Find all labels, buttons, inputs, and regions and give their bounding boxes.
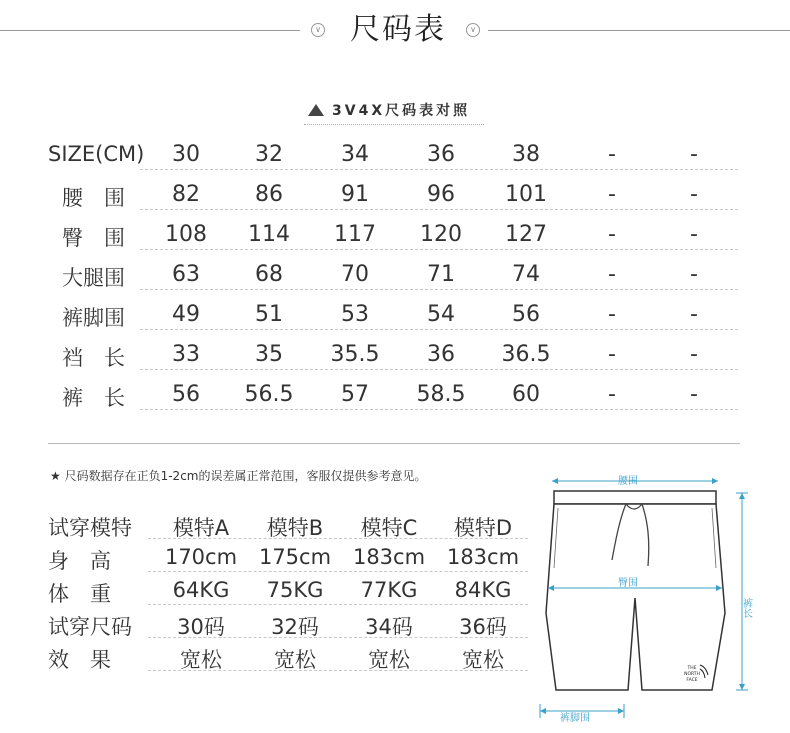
size-cell: - <box>608 182 616 207</box>
size-cell: 91 <box>341 182 369 207</box>
model-row-label: 体 重 <box>48 582 111 606</box>
size-cell: - <box>690 342 698 367</box>
size-cell: 117 <box>334 222 376 247</box>
size-cell: 114 <box>248 222 290 247</box>
size-cell: 35 <box>255 342 283 367</box>
size-cell: 36.5 <box>501 342 551 367</box>
model-cell: 183cm <box>352 545 426 569</box>
size-note <box>50 467 426 484</box>
row-dotted-line <box>140 329 738 330</box>
size-cell: 82 <box>172 182 200 207</box>
size-row-label: 大腿围 <box>62 266 125 290</box>
size-cell: 54 <box>427 302 455 327</box>
model-row-label: 效 果 <box>48 648 111 672</box>
model-cell: 64KG <box>172 578 230 602</box>
size-cell: 96 <box>427 182 455 207</box>
size-chart-subtitle <box>308 100 470 120</box>
size-cell: 101 <box>505 182 547 207</box>
row-dotted-line <box>140 369 738 370</box>
size-cell: 49 <box>172 302 200 327</box>
size-cell: 63 <box>172 262 200 287</box>
page-title: 尺码表 <box>350 12 446 47</box>
size-cell: 120 <box>420 222 462 247</box>
model-cell: 170cm <box>164 545 238 569</box>
row-dotted-line <box>140 289 738 290</box>
size-row-label: 裤脚围 <box>62 306 125 330</box>
size-cell: 36 <box>427 142 455 167</box>
size-table-row <box>48 298 738 336</box>
model-cell: 36码 <box>459 615 507 639</box>
model-table-row <box>48 510 528 544</box>
model-cell: 模特C <box>360 516 418 540</box>
chevron-down-icon: ∨ <box>311 23 325 37</box>
svg-text:FACE: FACE <box>686 678 698 683</box>
size-cell: 68 <box>255 262 283 287</box>
model-cell: 75KG <box>266 578 324 602</box>
size-cell: - <box>608 302 616 327</box>
svg-text:THE: THE <box>687 666 697 671</box>
size-cell: - <box>608 262 616 287</box>
row-dotted-line <box>148 670 528 671</box>
row-dotted-line <box>148 637 528 638</box>
model-cell: 宽松 <box>180 648 222 672</box>
shorts-measurement-diagram <box>530 468 770 726</box>
model-cell: 模特D <box>453 516 513 540</box>
size-table-row <box>48 178 738 216</box>
model-cell: 175cm <box>258 545 332 569</box>
size-cell: 71 <box>427 262 455 287</box>
size-cell: 56 <box>512 302 540 327</box>
row-dotted-line <box>140 209 738 210</box>
star-icon: ★ <box>50 469 61 483</box>
size-cell: 38 <box>512 142 540 167</box>
size-cell: 34 <box>341 142 369 167</box>
waistband <box>554 491 716 504</box>
chevron-down-icon: ∨ <box>466 23 480 37</box>
size-cell: - <box>690 262 698 287</box>
model-row-label: 试穿尺码 <box>48 615 132 639</box>
note-text: 尺码数据存在正负1-2cm的误差属正常范围，客服仅提供参考意见。 <box>64 469 427 483</box>
size-cell: 127 <box>505 222 547 247</box>
size-table-row <box>48 138 738 176</box>
model-cell: 32码 <box>271 615 319 639</box>
size-cell: 70 <box>341 262 369 287</box>
subtitle-text: 3V4X尺码表对照 <box>332 103 471 119</box>
size-cell: 30 <box>172 142 200 167</box>
model-cell: 84KG <box>454 578 512 602</box>
size-cell: 56 <box>172 382 200 407</box>
size-row-label: SIZE(CM) <box>48 142 145 166</box>
subtitle-underline <box>304 124 484 125</box>
model-row-label: 身 高 <box>48 549 111 573</box>
header-line-left <box>0 30 300 31</box>
hem-label: 裤脚围 <box>560 713 590 724</box>
size-cell: - <box>690 302 698 327</box>
row-dotted-line <box>140 169 738 170</box>
model-table-row <box>48 609 528 643</box>
size-table-row <box>48 378 738 416</box>
size-cell: 60 <box>512 382 540 407</box>
size-table-row <box>48 338 738 376</box>
size-cell: - <box>690 382 698 407</box>
mountain-icon <box>308 104 324 116</box>
model-table-row <box>48 543 528 577</box>
model-cell: 宽松 <box>274 648 316 672</box>
size-cell: - <box>690 142 698 167</box>
model-cell: 34码 <box>365 615 413 639</box>
waist-label: 腰围 <box>618 476 638 487</box>
model-cell: 宽松 <box>368 648 410 672</box>
row-dotted-line <box>148 571 528 572</box>
model-cell: 模特B <box>266 516 324 540</box>
size-cell: - <box>608 142 616 167</box>
length-label: 裤长 <box>740 598 752 618</box>
size-table-row <box>48 218 738 256</box>
size-cell: - <box>608 222 616 247</box>
size-cell: 32 <box>255 142 283 167</box>
model-table-row <box>48 642 528 676</box>
size-cell: 35.5 <box>330 342 380 367</box>
header-line-right <box>488 30 790 31</box>
size-row-label: 腰 围 <box>62 186 125 210</box>
size-row-label: 裆 长 <box>62 346 125 370</box>
size-cell: 53 <box>341 302 369 327</box>
size-cell: - <box>608 382 616 407</box>
shorts-outline <box>546 504 725 690</box>
size-cell: 74 <box>512 262 540 287</box>
section-divider <box>48 443 740 444</box>
svg-text:NORTH: NORTH <box>684 672 700 677</box>
size-cell: 57 <box>341 382 369 407</box>
size-cell: - <box>608 342 616 367</box>
size-cell: 36 <box>427 342 455 367</box>
size-cell: 33 <box>172 342 200 367</box>
hip-label: 臀围 <box>618 578 638 589</box>
size-cell: - <box>690 182 698 207</box>
size-row-label: 臀 围 <box>62 226 125 250</box>
size-cell: 108 <box>165 222 207 247</box>
row-dotted-line <box>148 538 528 539</box>
model-cell: 183cm <box>446 545 520 569</box>
model-table-row <box>48 576 528 610</box>
row-dotted-line <box>140 409 738 410</box>
model-cell: 模特A <box>172 516 230 540</box>
size-table-row <box>48 258 738 296</box>
size-cell: 58.5 <box>416 382 466 407</box>
size-row-label: 裤 长 <box>62 386 125 410</box>
row-dotted-line <box>148 604 528 605</box>
size-cell: 51 <box>255 302 283 327</box>
model-cell: 77KG <box>360 578 418 602</box>
model-row-label: 试穿模特 <box>48 516 132 540</box>
model-cell: 宽松 <box>462 648 504 672</box>
model-cell: 30码 <box>177 615 225 639</box>
size-cell: 56.5 <box>244 382 294 407</box>
size-cell: - <box>690 222 698 247</box>
size-cell: 86 <box>255 182 283 207</box>
row-dotted-line <box>140 249 738 250</box>
